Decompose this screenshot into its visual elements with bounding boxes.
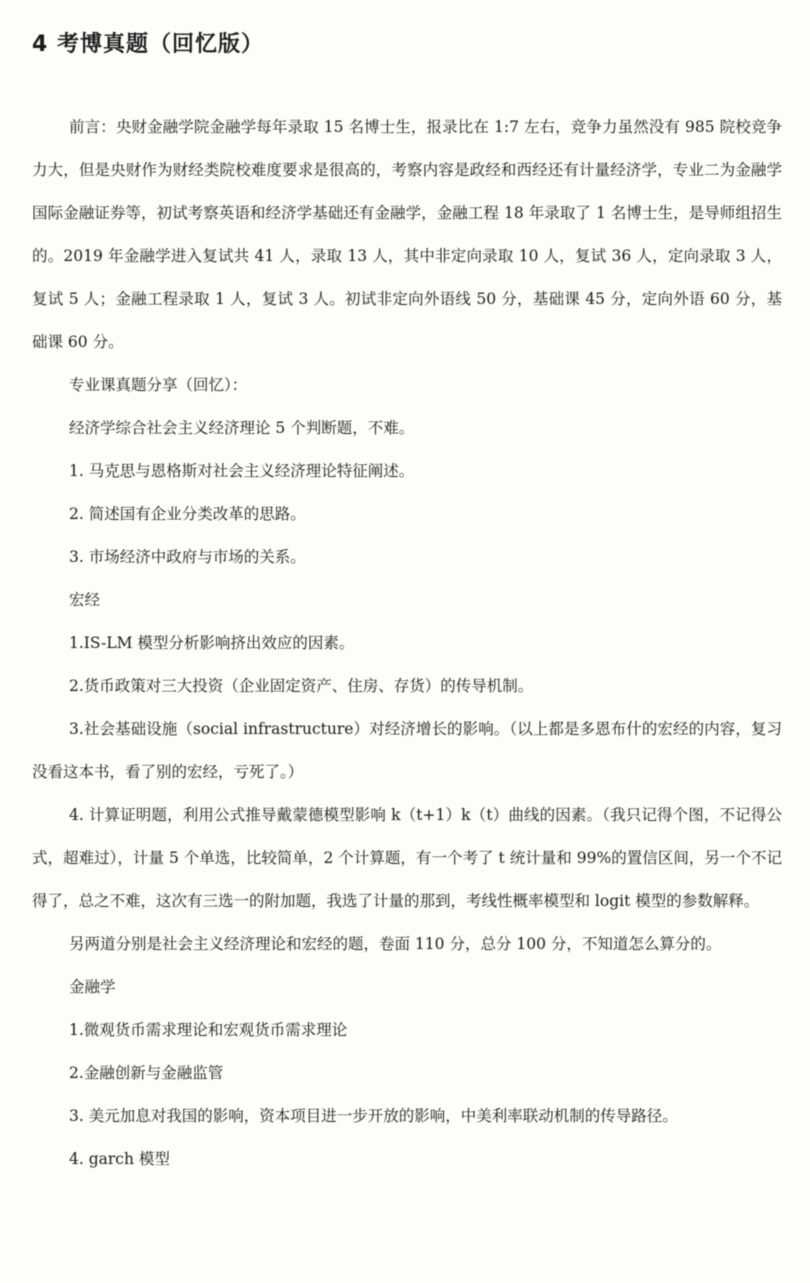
subheading-finance: 金融学: [69, 978, 116, 996]
list-item: 3. 美元加息对我国的影响，资本项目进一步开放的影响，中美利率联动机制的传导路径。: [69, 1107, 678, 1125]
document-body: [32, 106, 782, 1181]
list-item: 1. 马克思与恩格斯对社会主义经济理论特征阐述。: [69, 462, 415, 480]
list-item: 3.社会基础设施（social infrastructure）对经济增长的影响。（以上都是多恩布什的宏经的内容，复习没看这本书，看了别的宏经，亏死了。）: [32, 720, 782, 781]
paragraph-scoring: 另两道分别是社会主义经济理论和宏经的题，卷面 110 分，总分 100 分，不知道怎么算分的。: [69, 935, 722, 953]
paragraph-preface: 前言：央财金融学院金融学每年录取 15 名博士生，报录比在 1:7 左右，竞争力虽然没有 985 院校竞争力大，但是央财作为财经类院校难度要求是很高的，考察内容是政经和西经还有计量经济学，专业二为金融学国际金融证券等，初试考察英语和经济学基础还有金融学，金融工程 18 年录取了 1 名博士生，是导师组招生的。2019 年金融学进入复试共 41 人，录取 13 人，其中非定向录取 10 人，复试 36 人，定向录取 3 人，复试 5 人；金融工程录取 1 人，复试 3 人。初试非定向外语线 50 分，基础课 45 分，定向外语 60 分，基础课 60 分。: [32, 118, 782, 351]
list-item: 3. 市场经济中政府与市场的关系。: [69, 548, 306, 566]
section-title: 4 考博真题（回忆版）: [32, 32, 264, 57]
paragraph-econ-judgement: 经济学综合社会主义经济理论 5 个判断题，不难。: [69, 419, 415, 437]
list-item: 2.金融创新与金融监管: [69, 1064, 224, 1082]
paragraph-exam-intro: 专业课真题分享（回忆）：: [69, 376, 248, 394]
list-item: 4. garch 模型: [69, 1150, 170, 1168]
subheading-macro: 宏经: [69, 591, 101, 609]
list-item: 4. 计算证明题，利用公式推导戴蒙德模型影响 k（t+1）k（t）曲线的因素。（我只记得个图，不记得公式，超难过），计量 5 个单选，比较简单，2 个计算题，有一个考了 t 统计量和 99%的置信区间，另一个不记得了，总之不难，这次有三选一的附加题，我选了计量的那到，考线性概率模型和 logit 模型的参数解释。: [32, 806, 782, 910]
list-item: 2.货币政策对三大投资（企业固定资产、住房、存货）的传导机制。: [69, 677, 534, 695]
list-item: 1.IS-LM 模型分析影响挤出效应的因素。: [69, 634, 355, 652]
list-item: 2. 简述国有企业分类改革的思路。: [69, 505, 306, 523]
list-item: 1.微观货币需求理论和宏观货币需求理论: [69, 1021, 348, 1039]
